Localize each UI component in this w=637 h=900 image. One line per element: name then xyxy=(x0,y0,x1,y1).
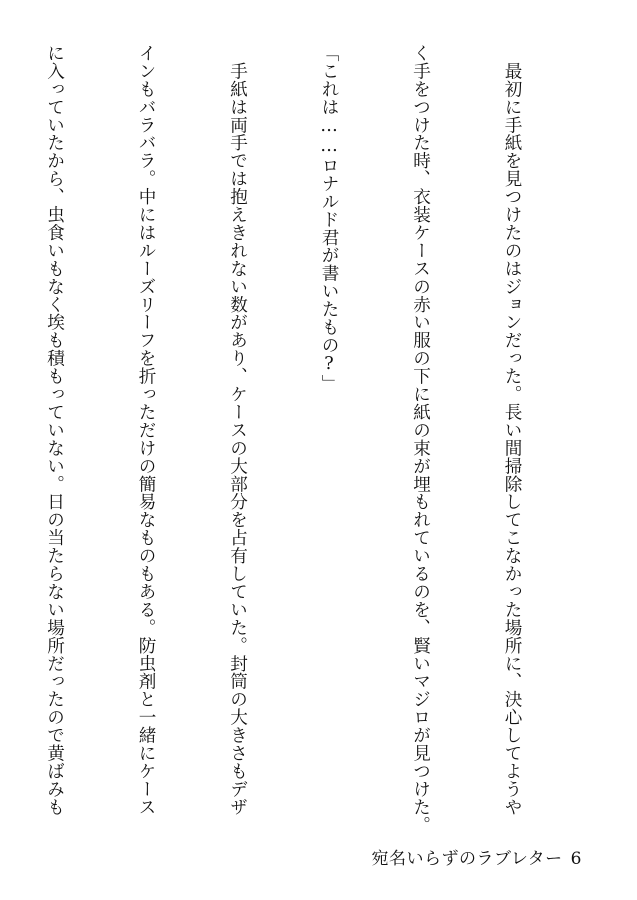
text-line: 最初に手紙を見つけたのはジョンだった。長い間掃除してこなかった場所に、決心してようや xyxy=(502,44,522,816)
text-line: 手紙は両手では抱えきれない数があり、ケースの大部分を占有していた。封筒の大きさもデザ xyxy=(227,44,248,816)
page-number: 6 xyxy=(570,849,582,869)
text-line: に入っていたから、虫食いもなく埃も積もっていない。日の当たらない場所だったので黄ばみも xyxy=(44,44,65,816)
book-title: 宛名いらずのラブレター xyxy=(371,849,563,869)
text-line: 「これは……ロナルド君が書いたもの?」 xyxy=(319,44,339,393)
text-line: く手をつけた時、衣装ケースの赤い服の下に紙の束が埋もれているのを、賢いマジロが見つけた。 xyxy=(410,44,431,834)
text-line: インもバラバラ。中にはルーズリーフを折っただけの簡易なものもある。防虫剤と一緒にケース xyxy=(136,44,156,816)
page-footer xyxy=(0,844,582,869)
story-text xyxy=(44,44,588,842)
